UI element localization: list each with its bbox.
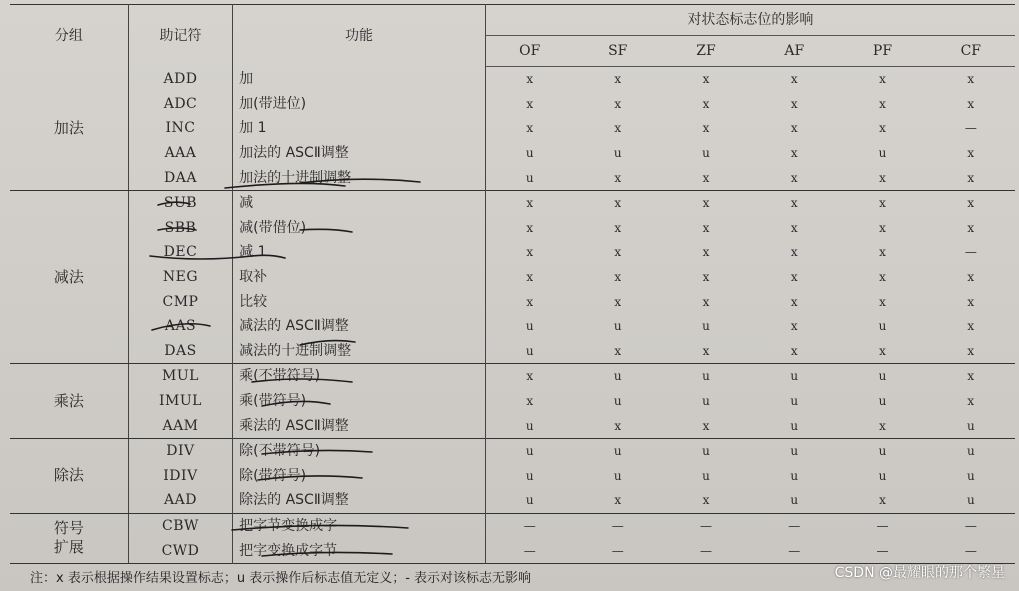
flag-effect-cell: u — [525, 418, 534, 433]
flag-effect-cell: x — [967, 170, 975, 185]
table-row — [10, 389, 1015, 414]
flag-effect-cell: x — [790, 319, 798, 334]
mnemonic-cell: SUB — [128, 190, 232, 215]
flag-effect-cell: x — [614, 493, 622, 508]
flag-effect-cell: u — [613, 444, 622, 459]
flag-effect-cell: x — [614, 220, 622, 235]
flag-effect-cell: — — [611, 543, 624, 558]
flag-effect-cell: x — [790, 96, 798, 111]
table-row — [10, 240, 1015, 265]
flag-effect-cell: — — [788, 543, 801, 558]
flag-effect-cell: x — [790, 220, 798, 235]
flag-effect-cell: x — [790, 245, 798, 260]
flag-effect-cell: x — [879, 343, 886, 358]
function-cell: 加(带进位) — [233, 92, 486, 117]
flag-effect-cell: — — [788, 518, 801, 533]
flag-effect-cell: x — [702, 96, 710, 111]
flag-effect-cell: u — [878, 444, 887, 459]
flag-effect-cell: u — [878, 369, 887, 384]
header-flag: AF — [750, 36, 838, 67]
flag-effect-cell: x — [526, 220, 534, 235]
table-body — [10, 67, 1015, 564]
flag-effect-cell: x — [967, 294, 975, 309]
flag-effect-cell: x — [614, 343, 622, 358]
flag-effect-cell: — — [964, 543, 977, 558]
mnemonic-cell: DAA — [128, 165, 232, 190]
flag-effect-cell: x — [526, 245, 534, 260]
flag-effect-cell: x — [967, 343, 975, 358]
flag-effect-cell: — — [700, 518, 712, 533]
flag-effect-cell: x — [790, 170, 798, 185]
flag-effect-cell: x — [879, 294, 886, 309]
flag-effect-cell: x — [879, 72, 886, 87]
header-flags-title: 对状态标志位的影响 — [485, 5, 1015, 36]
flag-effect-cell: — — [964, 518, 977, 533]
flag-effect-cell: u — [878, 468, 887, 483]
flag-effect-cell: x — [879, 96, 886, 111]
flag-effect-cell: u — [790, 369, 799, 384]
flag-effect-cell: u — [702, 319, 710, 334]
function-cell: 减(带借位) — [233, 216, 486, 241]
flag-effect-cell: x — [790, 343, 798, 358]
mnemonic-cell: NEG — [128, 265, 232, 290]
mnemonic-cell: IDIV — [128, 464, 232, 489]
function-cell: 比较 — [233, 289, 486, 314]
table-row — [10, 190, 1015, 215]
flag-effect-cell: x — [790, 270, 798, 285]
flag-effect-cell: u — [525, 343, 534, 358]
header-flag: SF — [574, 36, 662, 67]
flag-effect-cell: u — [702, 444, 710, 459]
flag-effect-cell: u — [525, 170, 534, 185]
flag-effect-cell: u — [525, 493, 534, 508]
flag-effect-cell: u — [790, 418, 799, 433]
flag-effect-cell: x — [614, 245, 622, 260]
flag-effect-cell: — — [876, 518, 889, 533]
flag-effect-cell: u — [966, 444, 975, 459]
flag-effect-cell: u — [613, 468, 622, 483]
group-name: 除法 — [10, 438, 128, 513]
flag-effect-cell: u — [525, 444, 534, 459]
flag-effect-cell: x — [967, 270, 975, 285]
function-cell: 减 1 — [233, 240, 486, 265]
table-row — [10, 413, 1015, 438]
flag-effect-cell: x — [526, 394, 534, 409]
header-flag: ZF — [662, 36, 750, 67]
flag-effect-cell: x — [702, 220, 710, 235]
flag-effect-cell: u — [790, 493, 799, 508]
flag-effect-cell: u — [790, 444, 799, 459]
table-row — [10, 116, 1015, 141]
flag-effect-cell: x — [790, 146, 798, 161]
flag-effect-cell: x — [967, 220, 975, 235]
mnemonic-cell: AAS — [128, 314, 232, 339]
flag-effect-cell: u — [878, 319, 887, 334]
flag-effects-table — [10, 4, 1015, 564]
flag-effect-cell: — — [964, 121, 977, 136]
flag-effect-cell: x — [526, 369, 534, 384]
table-row — [10, 289, 1015, 314]
table-row — [10, 265, 1015, 290]
group-name — [10, 513, 128, 563]
header-flag: PF — [838, 36, 926, 67]
mnemonic-cell: DEC — [128, 240, 232, 265]
flag-effect-cell: x — [614, 170, 622, 185]
flag-effect-cell: x — [702, 493, 710, 508]
flag-effect-cell: x — [702, 294, 710, 309]
flag-effect-cell: — — [964, 245, 977, 260]
flag-effect-cell: x — [526, 196, 534, 211]
table-row — [10, 165, 1015, 190]
flag-effect-cell: — — [523, 518, 536, 533]
table-row — [10, 538, 1015, 563]
flag-effect-cell: x — [526, 96, 534, 111]
table-row — [10, 488, 1015, 513]
function-cell: 加 1 — [233, 116, 486, 141]
mnemonic-cell: CMP — [128, 289, 232, 314]
group-name-line: 扩展 — [53, 538, 84, 557]
table-row — [10, 339, 1015, 364]
group-name: 减法 — [10, 190, 128, 363]
flag-effect-cell: x — [790, 294, 798, 309]
function-cell: 减法的 ASCⅡ调整 — [233, 314, 486, 339]
flag-effect-cell: u — [878, 146, 887, 161]
mnemonic-cell: ADC — [128, 92, 232, 117]
flag-effect-cell: x — [614, 270, 622, 285]
flag-effect-cell: u — [525, 319, 534, 334]
flag-effect-cell: u — [525, 468, 534, 483]
mnemonic-cell: INC — [128, 116, 232, 141]
mnemonic-cell: DIV — [128, 438, 232, 463]
function-cell: 取补 — [233, 265, 486, 290]
flag-effect-cell: — — [611, 518, 624, 533]
function-cell: 加 — [233, 67, 486, 92]
function-cell: 加法的十进制调整 — [233, 165, 486, 190]
header-function: 功能 — [233, 5, 486, 67]
flag-effect-cell: x — [879, 121, 886, 136]
function-cell: 乘(带符号) — [233, 389, 486, 414]
flag-effect-cell: u — [702, 369, 710, 384]
flag-effect-cell: x — [614, 121, 622, 136]
flag-effect-cell: x — [526, 270, 534, 285]
flag-effect-cell: x — [967, 196, 975, 211]
flag-effect-cell: u — [702, 146, 710, 161]
flag-effect-cell: x — [702, 121, 710, 136]
flag-effect-cell: x — [614, 294, 622, 309]
flag-effect-cell: u — [966, 468, 975, 483]
mnemonic-cell: CBW — [128, 513, 232, 538]
flag-effect-cell: x — [614, 72, 622, 87]
header-mnemonic: 助记符 — [128, 5, 232, 67]
mnemonic-cell: IMUL — [128, 389, 232, 414]
flag-effect-cell: x — [614, 196, 622, 211]
flag-effect-cell: — — [700, 543, 712, 558]
function-cell: 加法的 ASCⅡ调整 — [233, 141, 486, 166]
table-row — [10, 92, 1015, 117]
flag-effect-cell: x — [702, 72, 710, 87]
flag-effect-cell: u — [790, 468, 799, 483]
watermark: CSDN @最耀眼的那个繁星 — [834, 565, 1005, 581]
flag-effect-cell: x — [790, 121, 798, 136]
mnemonic-cell: AAA — [128, 141, 232, 166]
flag-effect-cell: — — [876, 543, 889, 558]
flag-effect-cell: x — [879, 220, 886, 235]
function-cell: 把字变换成字节 — [233, 538, 486, 563]
flag-effect-cell: x — [967, 146, 975, 161]
flag-effect-cell: x — [614, 418, 622, 433]
table-row — [10, 67, 1015, 92]
flag-effect-cell: x — [790, 72, 798, 87]
flag-effect-cell: x — [879, 170, 886, 185]
mnemonic-cell: SBB — [128, 216, 232, 241]
mnemonic-cell: AAM — [128, 413, 232, 438]
group-name: 乘法 — [10, 364, 128, 439]
flag-effect-cell: u — [613, 394, 622, 409]
flag-effect-cell: u — [702, 468, 710, 483]
header-flag: OF — [485, 36, 573, 67]
table-row — [10, 513, 1015, 538]
flag-effect-cell: u — [702, 394, 710, 409]
group-name-line: 符号 — [53, 519, 84, 538]
flag-effect-cell: x — [879, 196, 886, 211]
flag-effect-cell: x — [790, 196, 798, 211]
header-group: 分组 — [10, 5, 128, 67]
flag-effect-cell: x — [879, 493, 886, 508]
mnemonic-cell: DAS — [128, 339, 232, 364]
flag-effect-cell: x — [702, 418, 710, 433]
flag-effect-cell: x — [879, 270, 886, 285]
table-row — [10, 141, 1015, 166]
flag-effect-cell: x — [967, 72, 975, 87]
function-cell: 把字节变换成字 — [233, 513, 486, 538]
flag-effect-cell: — — [523, 543, 536, 558]
function-cell: 减法的十进制调整 — [233, 339, 486, 364]
flag-effect-cell: u — [790, 394, 799, 409]
flag-effect-cell: x — [879, 418, 886, 433]
function-cell: 除(带符号) — [233, 464, 486, 489]
mnemonic-cell: ADD — [128, 67, 232, 92]
function-cell: 除法的 ASCⅡ调整 — [233, 488, 486, 513]
table-row — [10, 464, 1015, 489]
function-cell: 除(不带符号) — [233, 438, 486, 463]
flag-effect-cell: x — [702, 196, 710, 211]
flag-effect-cell: x — [702, 245, 710, 260]
flag-effect-cell: x — [702, 170, 710, 185]
flag-effect-cell: u — [966, 493, 975, 508]
flag-effect-cell: x — [967, 369, 975, 384]
flag-effect-cell: x — [702, 343, 710, 358]
flag-effect-cell: x — [526, 72, 534, 87]
flag-effect-cell: x — [967, 96, 975, 111]
group-name: 加法 — [10, 67, 128, 191]
table-row — [10, 364, 1015, 389]
flag-effect-cell: x — [967, 394, 975, 409]
flag-effect-cell: x — [614, 96, 622, 111]
mnemonic-cell: CWD — [128, 538, 232, 563]
flag-effect-cell: x — [526, 294, 534, 309]
table-row — [10, 314, 1015, 339]
mnemonic-cell: AAD — [128, 488, 232, 513]
flag-effect-cell: x — [526, 121, 534, 136]
function-cell: 减 — [233, 190, 486, 215]
flag-effect-cell: x — [702, 270, 710, 285]
footnote: 注：x 表示根据操作结果设置标志；u 表示操作后标志值无定义；- 表示对该标志无影响 — [30, 571, 532, 586]
function-cell: 乘(不带符号) — [233, 364, 486, 389]
flag-effect-cell: u — [613, 369, 622, 384]
header-flag: CF — [927, 36, 1015, 67]
flag-effect-cell: u — [613, 319, 622, 334]
flag-effect-cell: u — [878, 394, 887, 409]
flag-effect-cell: x — [879, 245, 886, 260]
flag-effect-cell: x — [967, 319, 975, 334]
table-row — [10, 438, 1015, 463]
function-cell: 乘法的 ASCⅡ调整 — [233, 413, 486, 438]
flag-effect-cell: u — [525, 146, 534, 161]
flag-effect-cell: u — [613, 146, 622, 161]
table-row — [10, 216, 1015, 241]
mnemonic-cell: MUL — [128, 364, 232, 389]
flag-effect-cell: u — [966, 418, 975, 433]
